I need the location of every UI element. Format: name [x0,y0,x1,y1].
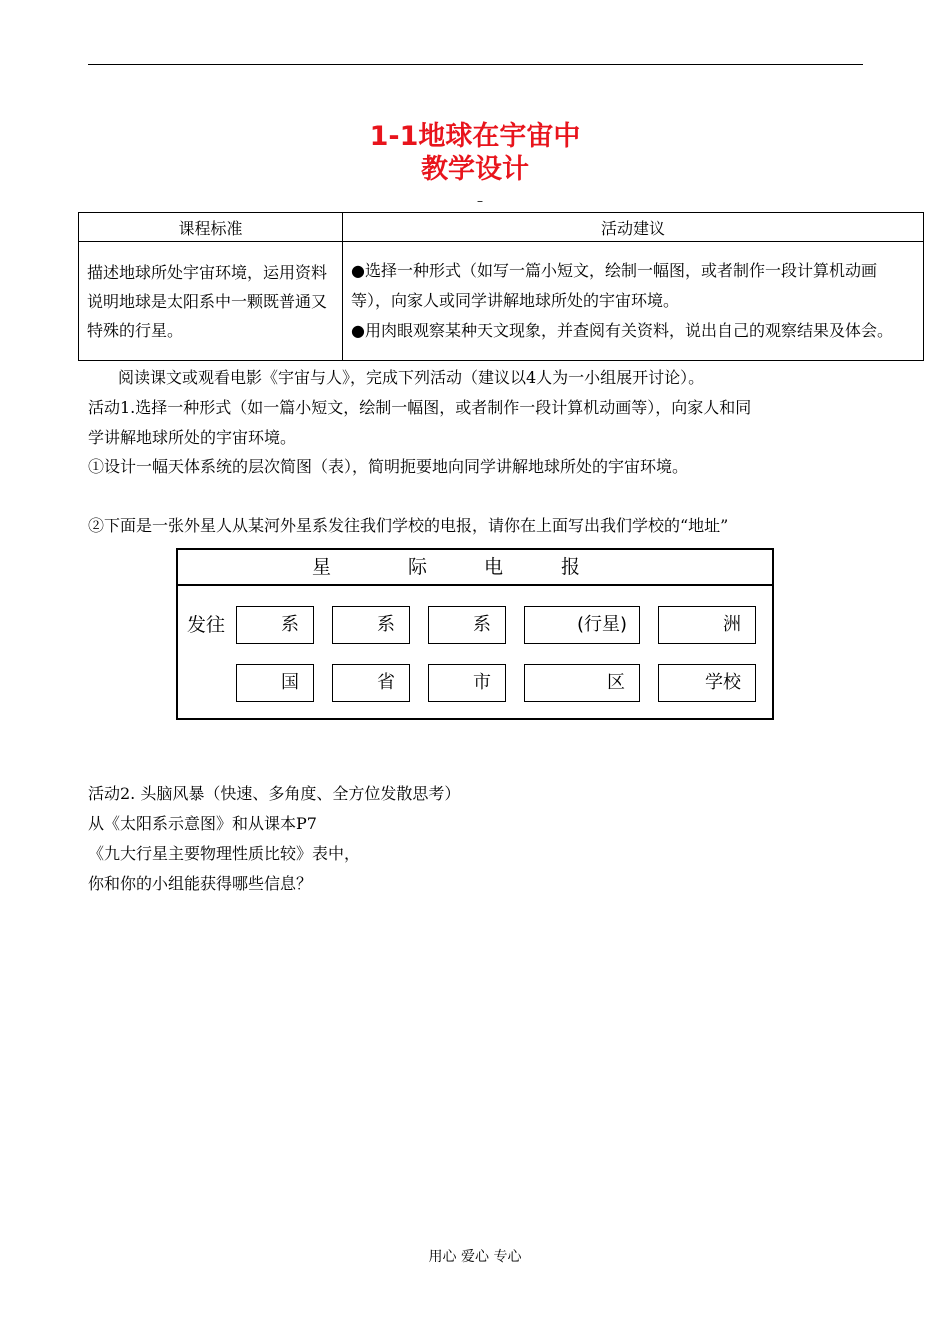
address-field-city[interactable]: 市 [428,664,506,702]
address-field-planet[interactable]: (行星) [524,606,640,644]
address-field-galaxy[interactable]: 系 [332,606,410,644]
standard-cell: 描述地球所处宇宙环境，运用资料说明地球是太阳系中一颗既普通又特殊的行星。 [79,242,343,361]
telegram-heading-char: 星 [312,556,332,578]
activity1-line1: 活动1.选择一种形式（如一篇小短文，绘制一幅图，或者制作一段计算机动画等），向家人和同 [88,398,752,417]
curriculum-table [78,212,924,361]
table-row [79,242,924,361]
address-field-star-system[interactable]: 系 [428,606,506,644]
table-header-row [79,213,924,242]
address-field-galaxy-group[interactable]: 系 [236,606,314,644]
document-title: 1-1地球在宇宙中 [369,121,581,152]
telegram-heading-char: 电 [484,556,504,578]
activity1-line2: 学讲解地球所处的宇宙环境。 [88,428,297,447]
activity2-line1: 活动2. 头脑风暴（快速、多角度、全方位发散思考） [88,784,461,803]
page-footer: 用心 爱心 专心 [428,1249,522,1265]
send-to-label: 发往 [187,614,226,636]
document-subtitle: 教学设计 [421,154,529,185]
activity2-line3: 《九大行星主要物理性质比较》表中， [88,844,361,863]
telegram-heading-char: 报 [561,556,581,578]
telegram-heading [178,550,772,586]
activity1-item1: ①设计一幅天体系统的层次简图（表），简明扼要地向同学讲解地球所处的宇宙环境。 [88,457,689,476]
intro-paragraph: 阅读课文或观看电影《宇宙与人》，完成下列活动（建议以4人为一小组展开讨论）。 [118,368,705,387]
header-course-standard: 课程标准 [79,213,343,242]
suggestion-item-2: ●用肉眼观察某种天文现象，并查阅有关资料，说出自己的观察结果及体会。 [351,321,893,340]
telegram-heading-char: 际 [408,556,428,578]
address-field-country[interactable]: 国 [236,664,314,702]
suggestion-item-1: ●选择一种形式（如写一篇小短文，绘制一幅图，或者制作一段计算机动画等），向家人或同学讲解地球所处的宇宙环境。 [351,261,877,310]
address-field-school[interactable]: 学校 [658,664,756,702]
address-field-continent[interactable]: 洲 [658,606,756,644]
address-field-province[interactable]: 省 [332,664,410,702]
interstellar-telegram [176,548,774,720]
title-dash: – [477,194,483,208]
activity2-line2: 从《太阳系示意图》和从课本P7 [88,814,317,833]
activity2-line4: 你和你的小组能获得哪些信息？ [88,874,313,893]
activity1-item2: ②下面是一张外星人从某河外星系发往我们学校的电报，请你在上面写出我们学校的“地址” [88,516,729,535]
header-rule [88,64,863,65]
address-field-district[interactable]: 区 [524,664,640,702]
header-activity-suggestion: 活动建议 [343,213,924,242]
suggestion-cell [343,242,924,361]
